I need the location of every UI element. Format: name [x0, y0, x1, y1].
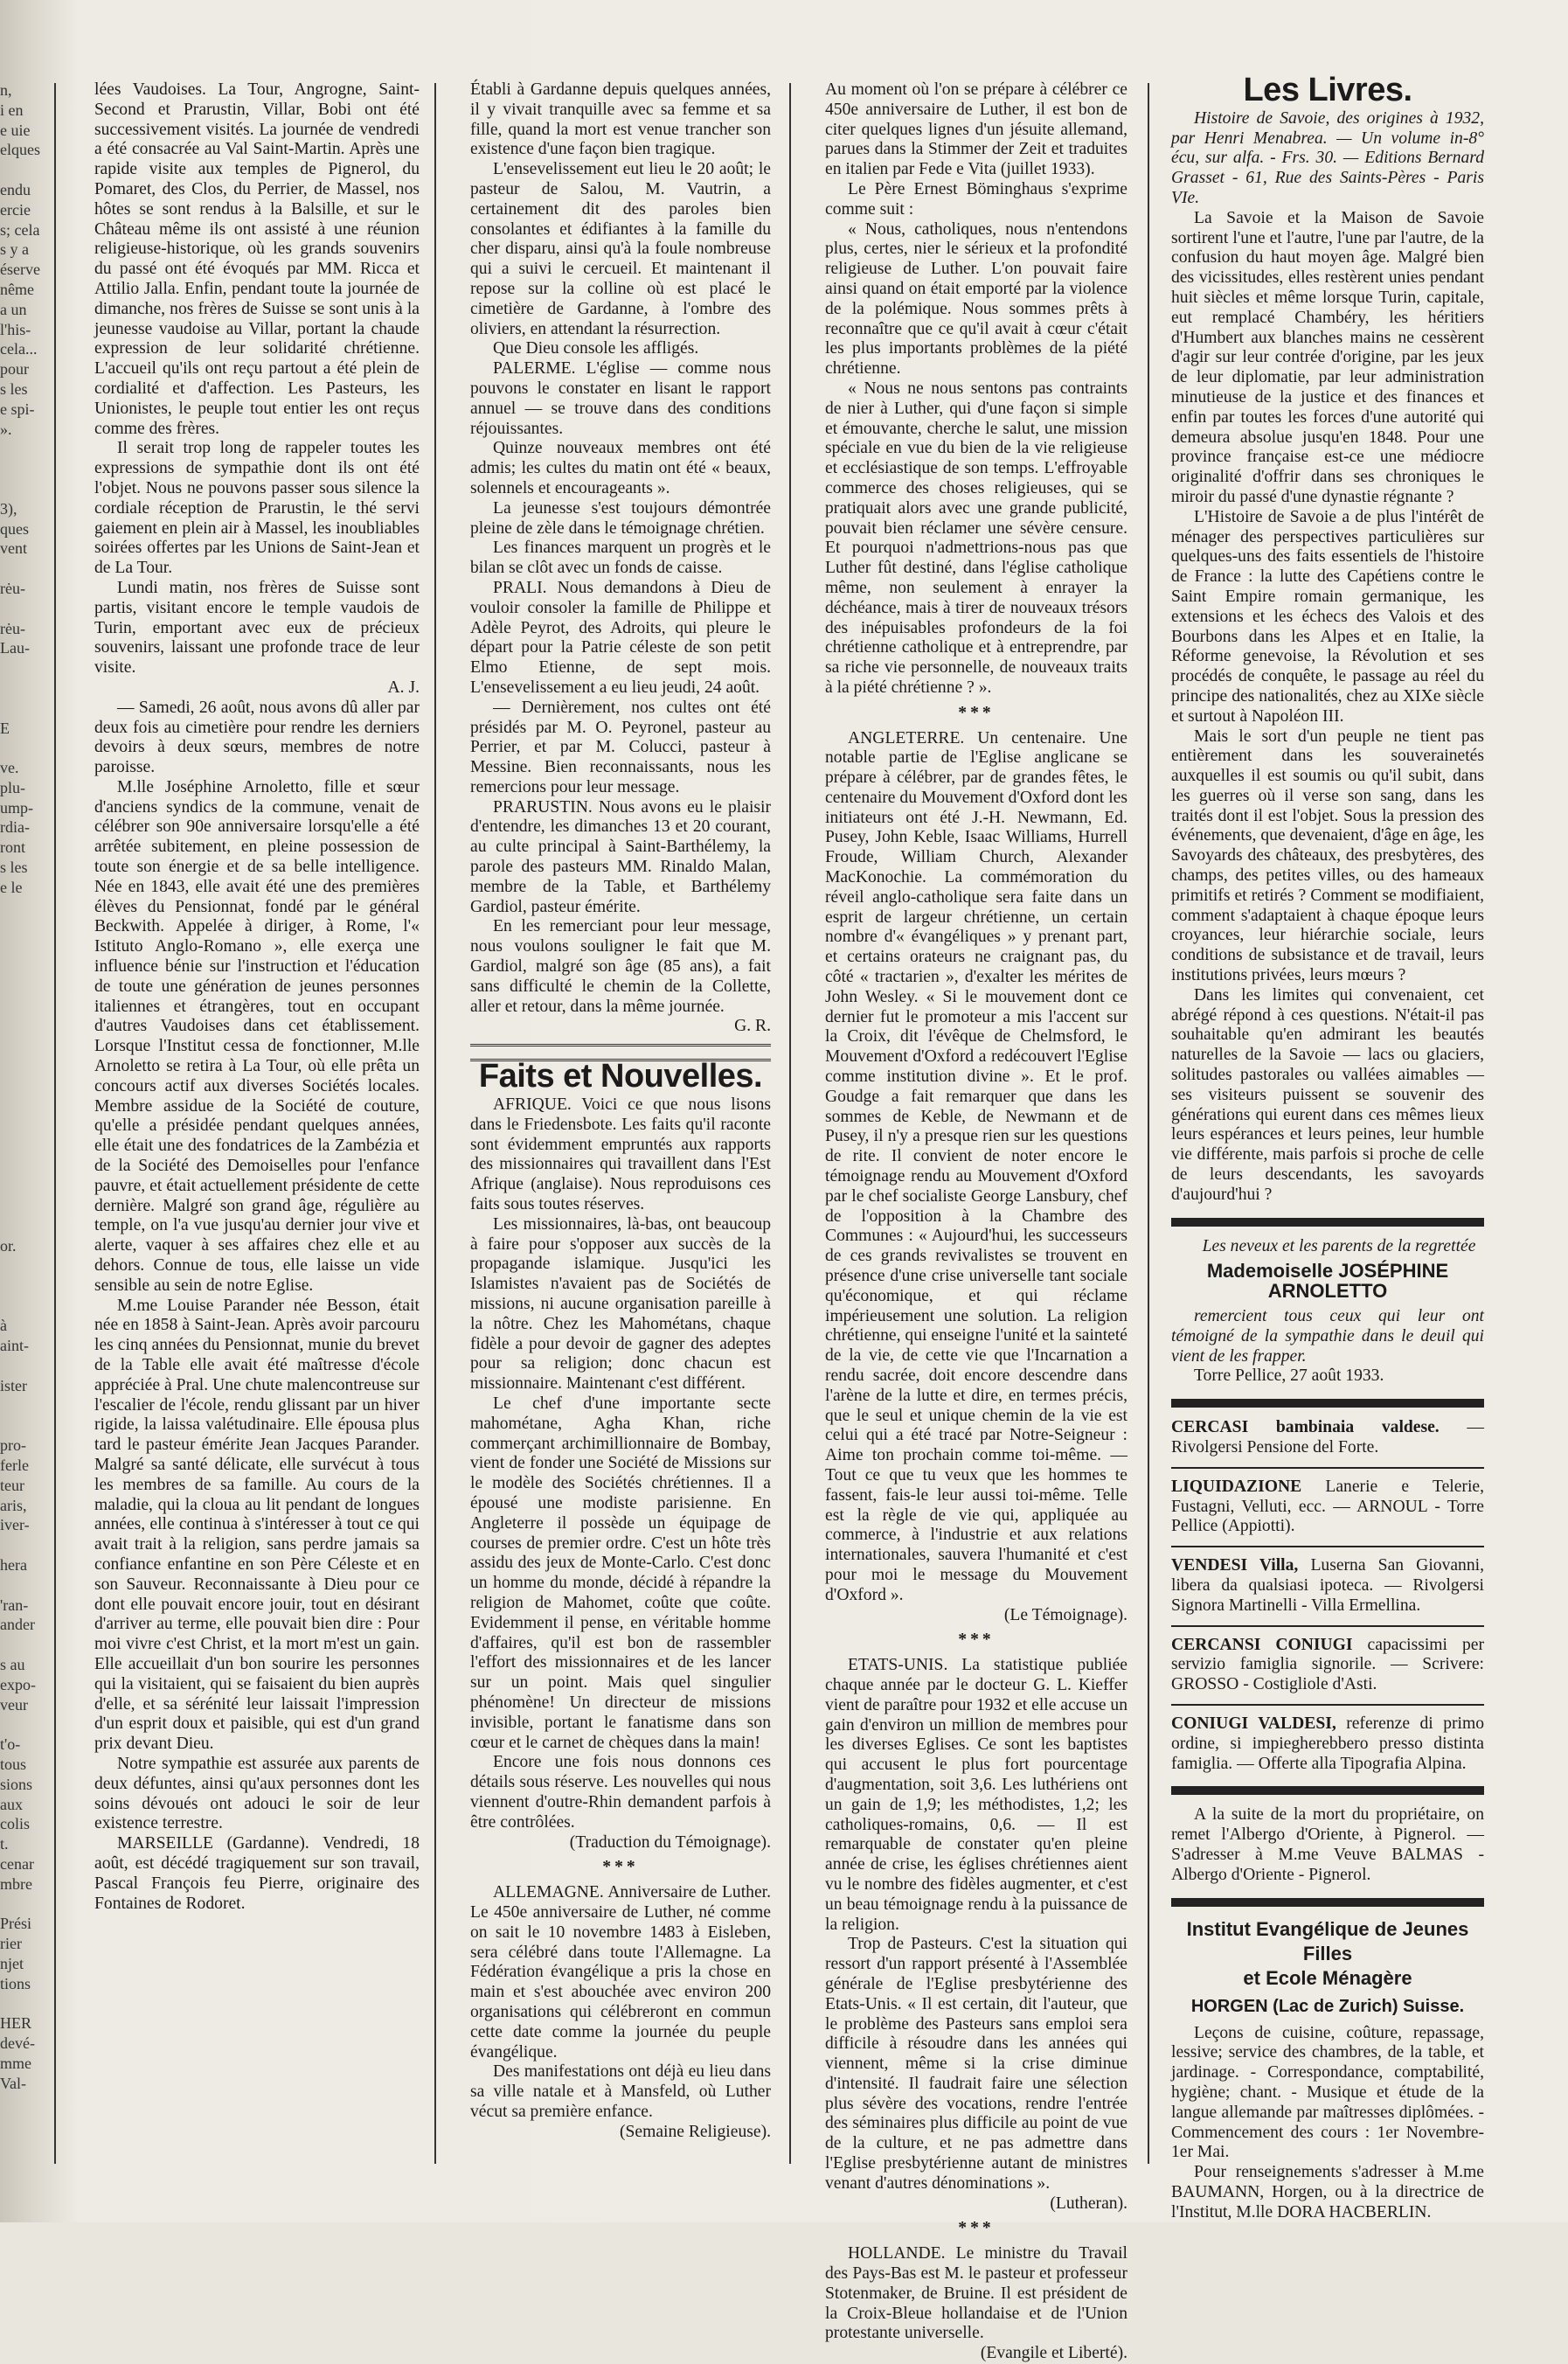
paragraph: ETATS-UNIS. La statistique publiée chaque année par le docteur G. L. Kieffer vient de paraître pour 1932 et elle accuse un gain d'environ un million de membres pour les diverses Eglises. Ce sont les baptistes qui accusent le plus fort pourcentage d'augmentation, soit 3,6. Les luthériens ont un gain de 1,9; les méthodistes, 1,2; les catholiques-romains, 0,6. — Il est remarquable de constater qu'en pleine année de crise, les églises chrétiennes aient vu le nombre des fidèles augmenter, et c'est un beau témoignage rendu à la puissance de la religion. [825, 1656, 1128, 1934]
cut-column-strip [0, 80, 38, 2093]
classified-ad [1171, 1636, 1484, 1695]
paragraph: Au moment où l'on se prépare à célébrer ce 450e anniversaire de Luther, il est bon de citer quelques lignes d'un jésuite allemand, parues dans la Stimmer der Zeit et traduites en italien par Fede e Vita (juillet 1933). [825, 80, 1127, 179]
strip-fragment: teur [0, 1476, 24, 1494]
ad-rule [1171, 1546, 1484, 1547]
paragraph: Il serait trop long de rappeler toutes les expressions de sympathie dont ils ont été l'objet. Nous ne pouvons passer sous silence la cordiale réception de Prarustin, le thé servi gaiement en plein air à Massel, les inoubliables soirées offertes par les Unions de Saint-Jean et de La Tour. [94, 439, 420, 578]
paragraph: Le Père Ernest Böminghaus s'exprime comme suit : [825, 179, 1127, 219]
strip-fragment [0, 1037, 38, 1057]
strip-fragment [0, 459, 38, 479]
source-credit: (Lutheran). [1050, 2194, 1127, 2213]
paragraph: En les remerciant pour leur message, nous voulons souligner le fait que M. Gardiol, malgré son âge (85 ans), a fait sans difficulté le chemin de la Collette, aller et retour, dans la même journée. [470, 917, 771, 1016]
strip-fragment: rėu- [0, 619, 25, 637]
ad-place-date: Torre Pellice, 27 août 1933. [1194, 1366, 1384, 1386]
institut-title: Institut Evangélique de Jeunes Filles [1186, 1917, 1469, 1964]
strip-fragment: sions [0, 1775, 33, 1793]
strip-fragment: e le [0, 878, 23, 896]
signature: A. J. [387, 678, 420, 697]
strip-fragment: plu- [0, 778, 25, 796]
paragraph: La jeunesse s'est toujours démontrée pleine de zèle dans le témoignage chrétien. [470, 498, 771, 538]
strip-fragment: ferle [0, 1456, 29, 1474]
ad-text: referenze di primo ordine, si impiegherebbero presso distinta famiglia. — Offerte alla Tipografia Alpina. [1171, 1714, 1484, 1773]
strip-fragment: iver- [0, 1516, 30, 1534]
strip-fragment: cela... [0, 340, 38, 358]
column-rule [1148, 83, 1149, 2164]
ad-intro: Les neveux et les parents de la regrettée [1202, 1236, 1476, 1255]
separator-stars: *** [958, 2219, 995, 2238]
source-credit: (Semaine Religieuse). [619, 2122, 771, 2141]
strip-fragment [0, 479, 38, 499]
ad-separator [1171, 1786, 1484, 1795]
book-reference: Histoire de Savoie, des origines à 1932, par Henri Menabrea. — Un volume in-8° écu, sur alfa. - Frs. 30. — Editions Bernard Grasset - 61, Rue des Saints-Pères - Paris VIe. [1171, 108, 1484, 207]
institut-subtitle: et Ecole Ménagère [1243, 1966, 1412, 1989]
source-credit: (Evangile et Liberté). [980, 2344, 1127, 2363]
strip-fragment: tions [0, 1974, 31, 1992]
separator-stars: *** [602, 1858, 639, 1877]
strip-fragment: n, [0, 81, 12, 99]
strip-fragment [0, 1157, 38, 1177]
strip-fragment: éserve [0, 261, 40, 279]
strip-fragment: s les [0, 859, 28, 877]
ad-head: CERCANSI CONIUGI [1171, 1635, 1353, 1654]
strip-fragment [0, 1635, 38, 1655]
strip-fragment [0, 658, 38, 678]
strip-fragment: e uie [0, 121, 31, 139]
strip-fragment [0, 937, 38, 957]
paragraph: M.me Louise Parander née Besson, était née en 1858 à Saint-Jean. Après avoir parcouru les cinq années du Pensionnat, munie du brevet de la Table elle avait été maîtresse d'école appréciée à Pral. Une chute malencontreuse sur l'escalier de l'école, rendu glissant par un hiver rigide, la laissa valétudinaire. Elle épousa plus tard le pasteur émérite Jean Jacques Parander. Malgré sa santé délicate, elle survécut à tous les membres de sa famille. Au cours de la maladie, qui la cloua au lit pendant de longues années, elle continua à s'intéresser à tout ce qui avait trait à la religion, sans perdre jamais sa confiance enfantine en son Père Céleste et en son Sauveur. Reconnaissante à Dieu pour ce dont elle pouvait encore jouir, tout en désirant d'arriver au terme, elle pouvait bien dire : Pour moi vivre c'est Christ, et la mort m'est un gain. Elle accueillait d'un bon sourire les personnes qui la visitaient, qui se faisaient du bien auprès d'elle, et sa sérénité leur laissait l'impression d'un esprit doux et paisible, qui est d'un grand prix devant Dieu. [94, 1296, 420, 1754]
paragraph: lées Vaudoises. La Tour, Angrogne, Saint-Second et Prarustin, Villar, Bobi ont été successivement visités. La journée de vendredi a été consacrée au Val Saint-Martin. Après une rapide visite aux temples de Pignerol, du Pomaret, des Clos, du Perrier, de Massel, nos hôtes se sont rendus à la Balsille, et sur le Château même ils ont assisté à une réunion religieuse-historique, où les grands souvenirs du passé ont été évoqués par MM. Ricca et Attilio Jalla. Enfin, pendant toute la journée de dimanche, nos frères de Suisse se sont unis à la jeunesse vaudoise au Villar, portant la chaude expression de leur solidarité chrétienne. L'accueil qu'ils ont reçu partout a été plein de cordialité et d'affection. Les Pasteurs, les Unionistes, le peuple tout entier les ont reçus comme des frères. [94, 80, 420, 438]
strip-fragment: s au [0, 1655, 25, 1673]
strip-fragment: ump- [0, 798, 33, 817]
paragraph: Dans les limites qui convenaient, cet abrégé répond à ces questions. N'était-il pas souhaitable qu'en admirant les beautés naturelles de la Savoie — lacs ou glaciers, solitudes pastorales ou vallées aimables — ses visiteurs puissent se souvenir des générations qui eurent dans ces mêmes lieux leurs espérances et leurs peines, leur humble vie différente, mais parfois si proche de celle de leurs descendants, les savoyards d'aujourd'hui ? [1171, 985, 1484, 1204]
paragraph: — Dernièrement, nos cultes ont été présidés par M. O. Peyronel, pasteur au Perrier, et par M. Colucci, pasteur à Messine. Bien reconnaissants, nous les remercions pour leur message. [470, 698, 771, 796]
strip-fragment: or. [0, 1237, 17, 1255]
strip-fragment [0, 1415, 38, 1436]
paragraph: Le chef d'une importante secte mahométane, Agha Khan, riche commerçant archimillionnaire de Bombay, vient de fonder une Société de Missions sur le modèle des Sociétés chrétiennes. Il a épousé une modiste parisienne. En Angleterre il possède un équipage de courses de premier ordre. C'est un hôte très assidu des jeux de Monte-Carlo. C'est donc un homme du monde, décidé à répandre la religion de Mahomet, coûte que coûte. Evidemment il pense, en véritable homme d'affaires, qu'il est bon de rassembler l'effort des missionnaires et de les lancer sur un point. Mais quel singulier phénomène! Un directeur de missions invisible, portant le fanatisme dans son cœur et le carnet de chèques dans la main! [470, 1394, 771, 1752]
strip-fragment: à [0, 1317, 7, 1335]
strip-fragment: vent [0, 539, 27, 558]
institut-body: Leçons de cuisine, coûture, repassage, lessive; service des chambres, de la table, et jardinage. - Correspondance, comptabilité, hygiène; chant. - Musique et étude de la langue allemande par maîtresses diplômées. - Commencement des cours : 1er Novembre-1er Mai. [1171, 2023, 1484, 2162]
strip-fragment: Lau- [0, 639, 30, 657]
paragraph: MARSEILLE (Gardanne). Vendredi, 18 août, est décédé tragiquement sur son travail, Pascal François feu Pierre, originaire des Fontaines de Rodoret. [94, 1834, 420, 1913]
strip-fragment: t'o- [0, 1735, 21, 1754]
classified-ad [1171, 1556, 1484, 1616]
institut-place: HORGEN (Lac de Zurich) Suisse. [1190, 1996, 1465, 2016]
strip-fragment: ve. [0, 759, 19, 777]
ad-text: Luserna San Giovanni, libera da qualsiasi ipoteca. — Rivolgersi Signora Martinelli - Villa Ermellina. [1171, 1556, 1484, 1615]
strip-fragment [0, 998, 38, 1018]
paragraph: Mais le sort d'un peuple ne tient pas entièrement dans les souverainetés auxquelles il est soumis ou qu'il subit, dans les guerres où il verse son sang, dans les traités dont il est l'objet. Sous la pression des événements, que devenaient, d'âge en âge, les Savoyards des châteaux, des presbytères, des champs, des petites villes, ou des hameaux primitifs et retirés ? Comment se modifiaient, comment s'adaptaient à chaque époque leurs croyances, leur hiérarchie sociale, leurs conditions de subsistance et de travail, leurs institutions privées, leurs mœurs ? [1171, 727, 1484, 985]
strip-fragment [0, 957, 38, 977]
ad-rule [1171, 1625, 1484, 1627]
strip-fragment [0, 439, 38, 459]
strip-fragment: pro- [0, 1436, 26, 1455]
strip-fragment [0, 699, 38, 719]
ad-text: Lanerie e Telerie, Fustagni, Velluti, ecc. — ARNOUL - Torre Pellice (Appiotti). [1171, 1477, 1484, 1536]
strip-fragment: t. [0, 1835, 9, 1853]
strip-fragment: expo- [0, 1675, 36, 1693]
section-heading-faits: Faits et Nouvelles. [478, 1058, 763, 1095]
paragraph: L'ensevelissement eut lieu le 20 août; le pasteur de Salou, M. Vautrin, a certainement dit des paroles bien consolantes et édifiantes à la famille du cher disparu, ainsi qu'à la foule nombreuse qui a suivi le cercueil. Et maintenant il repose sur la colline où est placé le cimetière de Gardanne, à l'ombre des oliviers, en attendant la résurrection. [470, 160, 771, 338]
column-1 [94, 80, 420, 2196]
paragraph: Encore une fois nous donnons ces détails sous réserve. Les nouvelles qui nous viennent d'outre-Rhin demandent parfois à être contrôlées. [470, 1753, 771, 1832]
strip-fragment [0, 1216, 38, 1236]
strip-fragment [0, 1077, 38, 1097]
source-credit: (Traduction du Témoignage). [569, 1832, 771, 1852]
signature: G. R. [734, 1017, 771, 1036]
ad-head: CONIUGI VALDESI, [1171, 1714, 1336, 1733]
strip-fragment: Val- [0, 2074, 26, 2092]
strip-fragment: l'his- [0, 320, 31, 338]
strip-fragment [0, 977, 38, 998]
paragraph: Trop de Pasteurs. C'est la situation qui ressort d'un rapport présenté à l'Assemblée générale de l'Eglise presbytérienne des Etats-Unis. « Il est certain, dit l'auteur, que le problème des Pasteurs sans emploi sera difficile à résoudre dans les années qui viennent, même si la crise diminue d'intensité. Il faudrait faire une sélection plus sévère des vocations, rendre l'entrée des séminaires plus difficile au point de vue de la culture, et ne pas admettre dans l'Eglise presbytérienne autant de ministres venant d'autres dénominations ». [825, 1935, 1127, 2193]
strip-fragment [0, 1137, 38, 1157]
paragraph: AFRIQUE. Voici ce que nous lisons dans le Friedensbote. Les faits qu'il raconte sont évidemment empruntés aux rapports des missionnaires qui travaillent dans l'Est Afrique (anglaise). Nous reproduisons ces faits sous toutes réserves. [470, 1095, 771, 1214]
paragraph: PRARUSTIN. Nous avons eu le plaisir d'entendre, les dimanches 13 et 20 courant, au culte principal à Saint-Barthélemy, la parole des pasteurs MM. Rinaldo Malan, membre de la Table, et Barthélemy Gardiol, pasteur émérite. [470, 797, 771, 916]
strip-fragment [0, 1994, 38, 2014]
strip-fragment: rdia- [0, 818, 30, 837]
strip-fragment: 3), [0, 499, 17, 518]
separator-stars: *** [958, 703, 995, 722]
strip-fragment [0, 1097, 38, 1117]
strip-fragment: rėu- [0, 579, 25, 597]
ad-rule [1171, 1467, 1484, 1469]
strip-fragment [0, 917, 38, 937]
paragraph: PALERME. L'église — comme nous pouvons le constater en lisant le rapport annuel — se trouve dans des conditions réjouissantes. [470, 359, 771, 438]
strip-fragment: endu [0, 180, 31, 198]
classified-ad [1171, 1478, 1484, 1537]
strip-fragment: aux [0, 1795, 23, 1813]
strip-fragment [0, 678, 38, 699]
strip-fragment: cenar [0, 1854, 34, 1873]
strip-fragment: 'ran- [0, 1596, 29, 1614]
strip-fragment: HER [0, 2014, 31, 2033]
strip-fragment [0, 1116, 38, 1137]
strip-fragment [0, 1535, 38, 1555]
ad-institut [1171, 1917, 1484, 2223]
strip-fragment: ercie [0, 200, 31, 219]
paragraph: Notre sympathie est assurée aux parents de deux défuntes, ainsi qu'aux personnes dont les soins dévoués ont adouci le soir de leur existence terrestre. [94, 1754, 420, 1833]
strip-fragment [0, 1297, 38, 1317]
strip-fragment: hera [0, 1555, 27, 1574]
strip-fragment [0, 1177, 38, 1197]
strip-fragment [0, 160, 38, 180]
paragraph: Les finances marquent un progrès et le bilan se clôt avec un fonds de caisse. [470, 539, 771, 578]
strip-fragment: ». [0, 420, 12, 438]
strip-fragment: pour [0, 360, 29, 379]
ad-separator [1171, 1399, 1484, 1408]
ad-separator [1171, 1898, 1484, 1907]
strip-fragment: mbre [0, 1874, 32, 1893]
paragraph: HOLLANDE. Le ministre du Travail des Pays-Bas est M. le pasteur et professeur Stotenmaker, de Bruine. Il est président de la Croix-Bleue hollandaise et de l'Union protestante universelle. [825, 2244, 1127, 2343]
strip-fragment: s les [0, 379, 28, 398]
strip-fragment: tous [0, 1755, 27, 1773]
ad-thanks [1171, 1237, 1484, 1387]
classified-ad [1171, 1714, 1484, 1774]
strip-fragment: veur [0, 1695, 28, 1714]
strip-fragment: rier [0, 1935, 22, 1953]
strip-fragment [0, 738, 38, 758]
strip-fragment: ques [0, 519, 29, 538]
strip-fragment [0, 1356, 38, 1376]
strip-fragment [0, 559, 38, 579]
strip-fragment: nême [0, 280, 34, 298]
ad-text: — Rivolgersi Pensione del Forte. [1171, 1418, 1484, 1457]
paragraph: — Samedi, 26 août, nous avons dû aller par deux fois au cimetière pour rendre les derniers devoirs à deux sœurs, membres de notre paroisse. [94, 698, 420, 777]
strip-fragment [0, 1575, 38, 1596]
paragraph: ANGLETERRE. Un centenaire. Une notable partie de l'Eglise anglicane se prépare à célébrer, par de grandes fêtes, le centenaire du Mouvement d'Oxford dont les initiateurs ont été J.-H. Newmann, Ed. Pusey, John Keble, Isaac Williams, Hurrell Froude, William Church, Alexander MacKonochie. La commémoration du réveil anglo-catholique sera faite dans un esprit de largeur chrétienne, un certain nombre d'« évangéliques » y prenant part, et certains orateurs ne craignant pas, du côté « tractarien », d'exalter les mérites de John Wesley. « Si le mouvement dont ce dernier fut le promoteur a mis l'accent sur la Croix, dit l'évêque de Chelmsford, le Mouvement d'Oxford a redécouvert l'Eglise comme institution divine ». Et le prof. Goudge a fait remarquer que dans les sommes de Keble, de Newmann et de Pusey, il n'y a presque rien sur les questions de rite. Il convient de noter encore le témoignage rendu au Mouvement d'Oxford par le chef socialiste George Lansbury, chef de l'opposition à la Chambre des Communes : « Aujourd'hui, les successeurs de ces grands revivalistes se trouvent en présence d'une crise universelle tant sociale qu'économique, et qui réclame impérieusement une solution. La religion chrétienne, qui enseigne l'unité et la sainteté de la vie, de cette vie que l'Incarnation a rendu sacrée, doit encore descendre dans l'arène de la lutte et dire, en termes précis, que le seul et unique chemin de la vie est celui qui a été tracé par Notre-Seigneur : Aime ton prochain comme toi-même. — Tout ce que tu veux que les hommes te fassent, fais-le leur aussi toi-même. Telle est la règle de vie qui, appliquée au commerce, à l'industrie et aux relations internationales, sauvera l'humanité et c'est pour moi le message du Mouvement d'Oxford ». [825, 728, 1127, 1604]
section-heading-livres: Les Livres. [1243, 72, 1412, 108]
strip-fragment [0, 1057, 38, 1077]
strip-fragment: ister [0, 1376, 27, 1394]
strip-fragment [0, 1276, 38, 1297]
strip-fragment: Prési [0, 1915, 31, 1933]
paragraph: Les missionnaires, là-bas, ont beaucoup à faire pour s'opposer aux succès de la propagande islamique. Jusqu'ici les Islamistes n'avaient pas de Sociétés de missions, ni aucune organisation pareille à la nôtre. Chez les Mahométans, chaque fidèle a pour devoir de gagner des adeptes pour sa religion; donc chacun est missionnaire. Maintenant c'est différent. [470, 1214, 771, 1394]
strip-fragment [0, 599, 38, 619]
column-rule [789, 83, 791, 2164]
strip-fragment: s; cela [0, 220, 40, 239]
strip-fragment [0, 1714, 38, 1735]
strip-fragment: E [0, 719, 10, 737]
paragraph: Que Dieu console les affligés. [493, 339, 699, 358]
institut-contact: Pour renseignements s'adresser à M.me BAUMANN, Horgen, ou à la directrice de l'Institut, M.lle DORA HACBERLIN. [1171, 2163, 1484, 2221]
column-rule [54, 83, 56, 2164]
paragraph: « Nous, catholiques, nous n'entendons plus, certes, nier le sérieux et la profondité religieuse de Luther. L'on pouvait faire ainsi quand on était emporté par la violence de la polémique. Nous sommes prêts à reconnaître que ce qu'il avait à cœur c'était les plus importants problèmes de la piété chrétienne. [825, 219, 1127, 379]
classified-ad [1171, 1418, 1484, 1458]
strip-fragment: colis [0, 1815, 30, 1833]
paragraph: M.lle Joséphine Arnoletto, fille et sœur d'anciens syndics de la commune, venait de célébrer son 90e anniversaire lorsqu'elle a été arrêtée subitement, en pleine possession de toute son énergie et de sa belle intelligence. Née en 1843, elle avait été une des premières élèves du Pensionnat, fondé par le général Beckwith. Appelée à diriger, à Rome, l'« Istituto Anglo-Romano », elle exerça une influence bénie sur l'instruction et l'éducation de toute une génération de jeunes personnes italiennes et étrangères, tout en occupant d'autres Vaudoises dans cet établissement. Lorsque l'Institut cessa de fonctionner, M.lle Arnoletto se retira à La Tour, où elle prêta un concours actif aux diverses Sociétés locales. Membre assidue de la Société de couture, qu'elle a présidée pendant quelques années, elle était une des fondatrices de la Zambézia et de la Société des Demoiselles pour l'enfance pauvre, et était actuellement présidente de cette dernière. Malgré son grand âge, régulière au temple, on l'a vue jusqu'au dernier jour vive et alerte, vaquer à ses affaires chez elle et au dehors. Connue de tous, elle laisse un vide sensible au sein de notre Eglise. [94, 777, 420, 1295]
column-4 [1171, 72, 1484, 2221]
separator-stars: *** [958, 1630, 995, 1650]
ad-albergo: A la suite de la mort du propriétaire, on remet l'Albergo d'Oriente, à Pignerol. — S'adresser à M.me Veuve BALMAS - Albergo d'Oriente - Pignerol. [1171, 1805, 1484, 1884]
strip-fragment: s y a [0, 240, 29, 259]
strip-fragment: aris, [0, 1496, 27, 1514]
paragraph: Des manifestations ont déjà eu lieu dans sa ville natale et à Mansfeld, où Luther vécut sa première enfance. [470, 2062, 771, 2121]
paragraph: PRALI. Nous demandons à Dieu de vouloir consoler la famille de Philippe et Adèle Peyrot, des Adroits, qui pleure le départ pour la Patrie céleste de son petit Elmo Etienne, de sept mois. L'ensevelissement a eu lieu jeudi, 24 août. [470, 578, 771, 697]
source-credit: (Le Témoignage). [1003, 1605, 1127, 1624]
strip-fragment: devé- [0, 2034, 35, 2053]
ad-rule [1171, 1704, 1484, 1706]
paragraph: Lundi matin, nos frères de Suisse sont partis, visitant encore le temple vaudois de Turin, emportant avec eux de précieux souvenirs, laissant une profonde trace de leur visite. [94, 578, 420, 678]
strip-fragment: i en [0, 101, 24, 119]
paragraph: Quinze nouveaux membres ont été admis; les cultes du matin ont été « beaux, solennels et encourageants ». [470, 439, 771, 497]
strip-fragment [0, 1396, 38, 1416]
paragraph: « Nous ne nous sentons pas contraints de nier à Luther, qui d'une façon si simple et émouvante, cherche le salut, une mission spéciale en vue du bien de la vie religieuse et ecclésiastique de son temps. L'effroyable commerce des choses religieuses, qui se pratiquait alors avec une grande publicité, pouvait bien réclamer une sévère censure. Et pourquoi n'admettrions-nous pas que Luther fût destiné, dans l'église catholique même, non seulement à enrayer la déchéance, mais à tirer de nouveaux trésors des inépuisables profondeurs de la foi chrétienne catholique et à entreprendre, par sa riche vie personnelle, de nouveaux traits à la piété chrétienne ? ». [825, 379, 1127, 697]
classified-ads [1171, 1418, 1484, 1774]
strip-fragment: njet [0, 1954, 24, 1972]
ad-head: LIQUIDAZIONE [1171, 1477, 1302, 1496]
strip-fragment: aint- [0, 1337, 29, 1355]
paragraph: L'Histoire de Savoie a de plus l'intérêt de ménager des perspectives particulières sur quelques-uns des faits essentiels de l'histoire de France : la lutte des Capétiens contre le Saint Empire romain germanique, les extensions et les échecs des Valois et des Bourbons dans les Alpes et en Italie, la Réforme genevoise, la Révolution et ses procédés de conquête, le passage au réel du principe des nationalités, chez au XIXe siècle et surtout à Napoléon III. [1171, 507, 1484, 726]
strip-fragment: ander [0, 1616, 35, 1634]
ad-head: CERCASI bambinaia valdese. [1171, 1418, 1440, 1437]
paragraph: ALLEMAGNE. Anniversaire de Luther. Le 450e anniversaire de Luther, né comme on sait le 10 novembre 1483 à Eisleben, sera célébré dans toute l'Allemagne. La Fédération évangélique a pris la chose en main et s'est abouchée avec environ 200 organisations qui célébreront en commun cette date comme la journée du peuple évangélique. [470, 1883, 771, 2062]
strip-fragment: mme [0, 2054, 31, 2072]
paragraph: Établi à Gardanne depuis quelques années, il y vivait tranquille avec sa femme et sa fille, quand la mort est venue trancher son existence d'une façon bien tragique. [470, 80, 771, 159]
strip-fragment [0, 898, 38, 918]
column-2 [470, 80, 771, 2196]
strip-fragment [0, 1017, 38, 1037]
strip-fragment [0, 1197, 38, 1217]
strip-fragment: elques [0, 141, 40, 159]
paragraph: La Savoie et la Maison de Savoie sortirent l'une et l'autre, l'une par l'autre, de la confusion du haut moyen âge. Malgré bien des vicissitudes, elles restèrent unies pendant huit siècles et même lorsque Turin, capitale, eut remplacé Chambéry, les héritiers d'Humbert aux blanches mains ne cessèrent d'agir sur leur contrée d'origine, par les jeux de leur diplomatie, par leur administration minutieuse de la justice et des finances et enfin par toutes les forces d'une autorité qui demeura absolue jusqu'en 1848. Pour une province française est-ce une médiocre originalité d'offrir dans ses chroniques le miroir du passé d'une dynastie régnante ? [1171, 208, 1484, 506]
ad-text: capacissimi per servizio famiglia signorile. — Scrivere: GROSSO - Costigliole d'Asti. [1171, 1635, 1484, 1694]
strip-fragment [0, 1256, 38, 1276]
column-3 [825, 80, 1128, 2363]
ad-body: remercient tous ceux qui leur ont témoigné de la sympathie dans le deuil qui vient de les frapper. [1171, 1307, 1484, 1366]
ad-head: VENDESI Villa, [1171, 1556, 1299, 1575]
ad-name: Mademoiselle JOSÉPHINE ARNOLETTO [1206, 1260, 1449, 1303]
strip-fragment [0, 1895, 38, 1915]
strip-fragment: a un [0, 300, 27, 318]
ad-separator [1171, 1218, 1484, 1227]
strip-fragment: ront [0, 838, 25, 857]
strip-fragment: e spi- [0, 400, 35, 418]
column-rule [434, 83, 436, 2164]
